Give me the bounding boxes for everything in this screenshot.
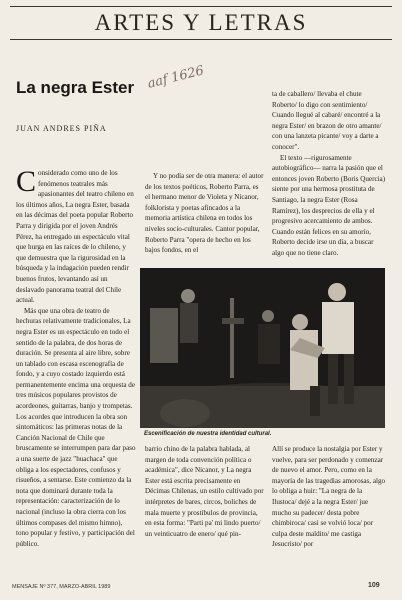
- page-number: 109: [368, 582, 380, 589]
- column-2: [145, 171, 265, 256]
- handwritten-note: aaf 1626: [146, 63, 206, 92]
- paragraph: ta de caballero/ llevaba el chute Roberto/ lo digo con sentimiento/ Cuando llegué al cabaré/ encontré a la negra Ester/ en brazon de otro amante/ con una lanzeta picante/ voy a darte a conocer".: [272, 90, 382, 151]
- column-3-continued: [272, 444, 386, 550]
- paragraph: Y no podía ser de otra manera: el autor de los textos poéticos, Roberto Parra, es el hermano menor de Violeta y Nicanor, folklorista y poetas afincados a la memoria artística chilena en todos los niveles socio-culturales. Cantor popular, Roberto Parra "opera de hecho en los bajos fondos, en el: [145, 172, 264, 255]
- paragraph: barrio chino de la palabra hablada, al margen de toda convención política o académica", dice Nicanor, y La negra Ester está escrita precisamente en Décimas Chilenas, un estilo cultivado por intérpretes de bares, circos, boliches de mala muerte y prostíbulos de provincia, en esta forma: "Parti pa' mi lindo puerto/ un veinticuatro de enero/ qué pin-: [145, 445, 264, 538]
- column-1: [16, 165, 136, 549]
- paragraph: Más que una obra de teatro de hechuras relativamente tradicionales, La negra Ester es un espectáculo en todo el sentido de la palabra, de dos horas de duración. Se presenta al aire libre, sobre un tablado con escasa escenografía de fondo, y a cuyo costado izquierdo está permanentemente encima una orquesta de tres músicos populares provistos de acordeones, guitarras, banjo y trompetas. Los acordes que introducen la obra son sintomáticos: las primeras notas de la Canción Nacional de Chile que bruscamente se interrumpen para dar paso a una suerte de jazz "huachaca" que obliga a los espectadores, confusos y risueños, a sentarse. Este comienzo da la nota que dominará durante toda la representación: caracterización de lo nacional (incluso la obra cierra con los últimos compases del mismo himno), tono popular y festivo, y participación del público.: [16, 306, 136, 548]
- paragraph-text: onsiderado como uno de los fenómenos teatrales más apasionantes del teatro chileno en los últimos años, La negra Ester, basada en las décimas del poeta popular Roberto Parra y dirigida por el joven Andrés Pérez, ha entregado un espectáculo vital que hurga en las raíces de lo chileno, y que demuestra que la rigurosidad en la búsqueda y la indagación pueden rendir buenos frutos, levantando así un deslavado panorama teatral del Chile actual.: [16, 169, 134, 305]
- section-header: [10, 6, 392, 40]
- article-title: La negra Ester: [16, 78, 135, 97]
- column-2-continued: [145, 444, 265, 539]
- photo-caption: Escenificación de nuestra identidad cultural.: [144, 431, 272, 437]
- issue-info: MENSAJE Nº 377, MARZO-ABRIL 1989: [12, 584, 111, 590]
- column-3: [272, 89, 386, 259]
- byline: JUAN ANDRES PIÑA: [16, 124, 107, 133]
- theater-scene-image: [140, 268, 385, 428]
- drop-cap: C: [16, 165, 37, 198]
- paragraph: [16, 165, 136, 306]
- section-title: ARTES Y LETRAS: [94, 10, 308, 35]
- paragraph: Allí se produce la nostalgia por Ester y vuelve, para ser perdonado y comenzar de nuevo el amor. Pero, como en la mayoría de las tragedias amorosas, algo lo obliga a huir: "La negra de la Ilustoca/ dejé a la negra Ester/ jue mucho su padecer/ desta pobre chimbiroca/ casi se volvió loca/ por culpa deste maldito/ me castiga Jesucristo/ por: [272, 445, 386, 549]
- paragraph: El texto —rigurosamente autobiográfico— narra la pasión que el entonces joven Roberto (Boris Quercia) siente por una hermosa prostituta de Santiago, la negra Ester (Rosa Ramírez), los desprecios de ella y el progresivo acercamiento de ambos. Cuando están felices en su amorío, Roberto decide irse un día, a buscar algo que no tiene claro.: [272, 153, 386, 257]
- stage-photo: [140, 268, 385, 428]
